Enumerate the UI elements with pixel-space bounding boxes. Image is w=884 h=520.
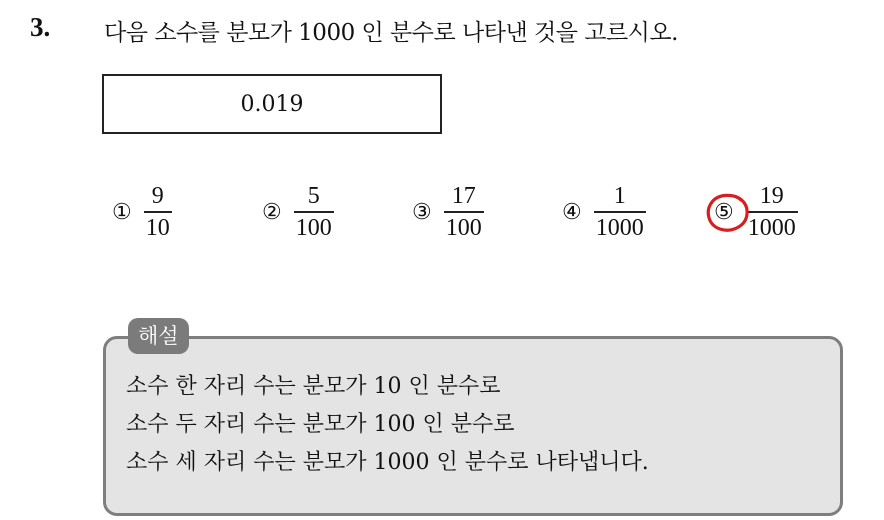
choice-number: ④ <box>562 199 582 225</box>
choice-3[interactable] <box>412 183 484 241</box>
fraction-numerator: 5 <box>307 183 320 209</box>
fraction-denominator: 100 <box>445 214 482 241</box>
fraction-numerator: 17 <box>451 183 476 209</box>
explanation-line: 소수 한 자리 수는 분모가 10 인 분수로 <box>126 374 501 399</box>
explanation-line: 소수 두 자리 수는 분모가 100 인 분수로 <box>126 412 515 437</box>
fraction-denominator: 100 <box>295 214 332 241</box>
fraction <box>594 183 646 241</box>
choice-number <box>714 200 734 225</box>
choice-number: ③ <box>412 199 432 225</box>
choice-number: ① <box>112 199 132 225</box>
fraction-numerator: 19 <box>759 183 784 209</box>
fraction-numerator: 1 <box>613 183 626 209</box>
decimal-value: 0.019 <box>240 91 304 117</box>
fraction-denominator: 1000 <box>747 214 796 241</box>
fraction <box>144 183 172 241</box>
fraction <box>294 183 334 241</box>
choice-1[interactable] <box>112 183 172 241</box>
fraction-denominator: 10 <box>145 214 170 241</box>
choice-number-text: ⑤ <box>714 199 734 225</box>
choice-4[interactable] <box>562 183 646 241</box>
fraction <box>444 183 484 241</box>
explanation-text <box>126 368 649 482</box>
explanation-line: 소수 세 자리 수는 분모가 1000 인 분수로 나타냅니다. <box>126 450 649 475</box>
question-text: 다음 소수를 분모가 1000 인 분수로 나타낸 것을 고르시오. <box>104 20 678 46</box>
fraction <box>746 183 798 241</box>
explanation-label: 해설 <box>128 318 189 354</box>
choice-number: ② <box>262 199 282 225</box>
choice-5[interactable] <box>714 183 798 241</box>
fraction-denominator: 1000 <box>595 214 644 241</box>
fraction-numerator: 9 <box>151 183 164 209</box>
choice-2[interactable] <box>262 183 334 241</box>
question-number: 3. <box>30 12 51 42</box>
decimal-box <box>102 74 442 134</box>
